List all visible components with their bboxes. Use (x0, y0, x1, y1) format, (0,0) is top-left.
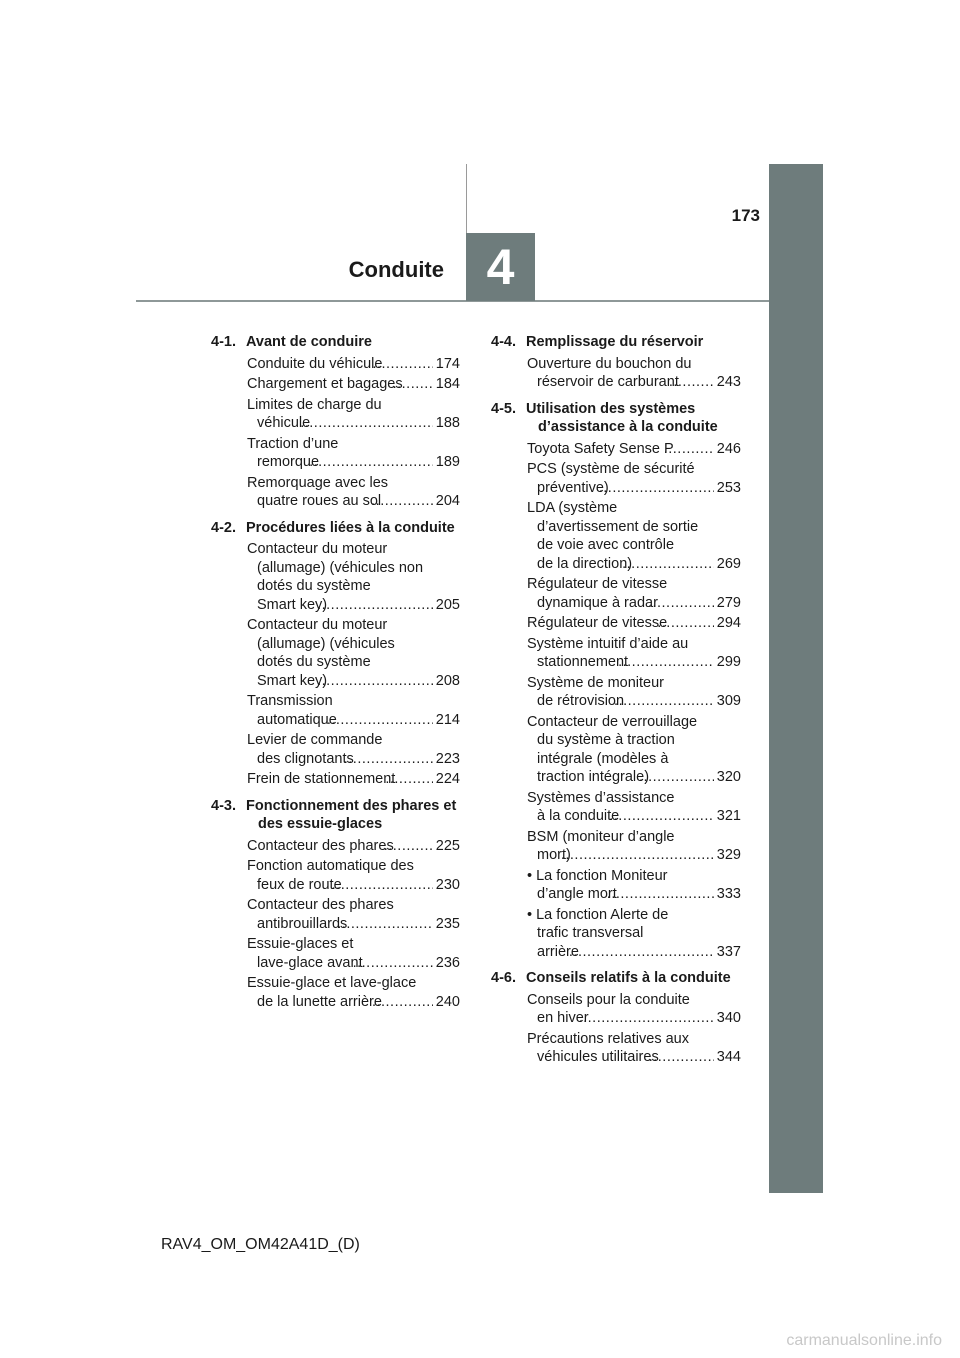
entry-page-number: 344 (714, 1048, 741, 1067)
section-title: Conseils relatifs à la conduite (526, 970, 731, 986)
entry-label: Levier de commande des clignotants ..... (247, 731, 433, 768)
toc-section (491, 333, 741, 392)
entry-label: • La fonction Moniteur d’angle mort ..... (527, 867, 714, 904)
entry-label: Système intuitif d’aide au stationnement ..... (527, 635, 714, 672)
entry-page-number: 329 (714, 846, 741, 865)
toc-entry[interactable] (527, 1030, 741, 1067)
entry-label: Conseils pour la conduite en hiver ..... (527, 991, 714, 1028)
watermark: carmanualsonline.info (786, 1332, 942, 1349)
toc-entry[interactable] (527, 713, 741, 787)
section-heading[interactable] (211, 333, 460, 352)
entry-page-number: 320 (714, 768, 741, 787)
entry-page-number: 235 (433, 915, 460, 934)
page-number: 173 (731, 206, 760, 225)
entry-label: Contacteur du moteur (allumage) (véhicules dotés du système Smart key) ..... (247, 616, 433, 690)
toc-entry[interactable] (527, 499, 741, 573)
toc-entry[interactable] (247, 375, 460, 394)
footer-document-id: RAV4_OM_OM42A41D_(D) (161, 1236, 360, 1253)
entry-label: Ouverture du bouchon du réservoir de carburant ..... (527, 355, 714, 392)
toc-entry[interactable] (247, 616, 460, 690)
toc-entry[interactable] (247, 770, 460, 789)
entry-label: Fonction automatique des feux de route ..... (247, 857, 433, 894)
section-number: 4-6. (491, 970, 516, 986)
toc-section (211, 797, 460, 1012)
toc-entry[interactable] (527, 991, 741, 1028)
toc-entry[interactable] (527, 355, 741, 392)
section-number: 4-1. (211, 334, 236, 350)
entry-page-number: 205 (433, 596, 460, 615)
entry-label: Contacteur de verrouillage du système à traction intégrale (modèles à traction intégrale) ..... (527, 713, 714, 787)
toc-entry[interactable] (527, 614, 741, 633)
chapter-number-box: 4 (466, 233, 535, 301)
entry-label: Traction d’une remorque ..... (247, 435, 433, 472)
section-number: 4-3. (211, 797, 236, 814)
section-number: 4-5. (491, 400, 516, 417)
toc-entry[interactable] (527, 460, 741, 497)
entry-label: Contacteur des phares ..... (247, 837, 433, 856)
entry-page-number: 188 (433, 414, 460, 433)
entry-page-number: 299 (714, 653, 741, 672)
toc-section (491, 969, 741, 1067)
entry-page-number: 204 (433, 492, 460, 511)
section-heading[interactable] (491, 969, 741, 988)
entry-page-number: 340 (714, 1009, 741, 1028)
entry-page-number: 223 (433, 750, 460, 769)
entry-page-number: 230 (433, 876, 460, 895)
toc-entry[interactable] (247, 396, 460, 433)
toc-entry[interactable] (247, 935, 460, 972)
entry-page-number: 214 (433, 711, 460, 730)
entry-label: LDA (système d’avertissement de sortie de voie avec contrôle de la direction) ..... (527, 499, 714, 573)
chapter-title: Conduite (348, 257, 444, 282)
entry-page-number: 253 (714, 479, 741, 498)
toc-entry[interactable] (247, 731, 460, 768)
entry-label: Essuie-glace et lave-glace de la lunette arrière ..... (247, 974, 433, 1011)
toc-entry[interactable] (527, 789, 741, 826)
entry-label: BSM (moniteur d’angle mort) ..... (527, 828, 714, 865)
entry-label: PCS (système de sécurité préventive) ..... (527, 460, 714, 497)
toc-entry[interactable] (527, 575, 741, 612)
entry-page-number: 224 (433, 770, 460, 789)
entry-page-number: 184 (433, 375, 460, 394)
header-divider-vertical (466, 164, 467, 233)
header-divider-horizontal (136, 300, 769, 302)
toc-entry[interactable] (527, 635, 741, 672)
entry-page-number: 240 (433, 993, 460, 1012)
entry-page-number: 243 (714, 373, 741, 392)
section-title: Procédures liées à la conduite (246, 519, 455, 536)
entry-page-number: 236 (433, 954, 460, 973)
toc-entry[interactable] (527, 674, 741, 711)
toc-section (211, 519, 460, 789)
entry-page-number: 333 (714, 885, 741, 904)
entry-page-number: 246 (714, 440, 741, 459)
toc-entry[interactable] (247, 974, 460, 1011)
entry-label: • La fonction Alerte de trafic transversal arrière ..... (527, 906, 714, 962)
entry-label: Précautions relatives aux véhicules utilitaires ..... (527, 1030, 714, 1067)
entry-label: Essuie-glaces et lave-glace avant ..... (247, 935, 433, 972)
toc-entry[interactable] (527, 440, 741, 459)
entry-label: Transmission automatique ..... (247, 692, 433, 729)
entry-label: Limites de charge du véhicule ..... (247, 396, 433, 433)
entry-label: Remorquage avec les quatre roues au sol ..... (247, 474, 433, 511)
toc-left-column (211, 333, 460, 1019)
entry-page-number: 279 (714, 594, 741, 613)
section-title: Avant de conduire (246, 334, 372, 350)
toc-entry[interactable] (247, 355, 460, 374)
entry-page-number: 269 (714, 555, 741, 574)
entry-label: Toyota Safety Sense P ..... (527, 440, 714, 459)
toc-section (491, 400, 741, 962)
toc-right-column (491, 333, 741, 1075)
entry-label: Contacteur des phares antibrouillards ..... (247, 896, 433, 933)
entry-label: Régulateur de vitesse ..... (527, 614, 714, 633)
toc-entry[interactable] (247, 540, 460, 614)
entry-label: Conduite du véhicule ..... (247, 355, 433, 374)
entry-label: Régulateur de vitesse dynamique à radar ..... (527, 575, 714, 612)
entry-label: Chargement et bagages ..... (247, 375, 433, 394)
section-heading[interactable] (491, 400, 741, 437)
section-title: Fonctionnement des phares et des essuie-glaces (246, 797, 457, 832)
section-title: Remplissage du réservoir (526, 334, 704, 350)
toc-entry[interactable] (247, 857, 460, 894)
toc-entry[interactable] (527, 828, 741, 865)
entry-page-number: 174 (433, 355, 460, 374)
section-number: 4-2. (211, 519, 236, 536)
toc-entry[interactable] (247, 896, 460, 933)
entry-page-number: 309 (714, 692, 741, 711)
toc-section (211, 333, 460, 511)
toc-entry[interactable] (527, 906, 741, 962)
entry-page-number: 189 (433, 453, 460, 472)
section-title: Utilisation des systèmes d’assistance à la conduite (526, 400, 718, 435)
entry-page-number: 337 (714, 943, 741, 962)
entry-label: Frein de stationnement ..... (247, 770, 433, 789)
toc-entry[interactable] (247, 435, 460, 472)
entry-page-number: 208 (433, 672, 460, 691)
section-number: 4-4. (491, 334, 516, 350)
section-heading[interactable] (211, 519, 460, 538)
toc-entry[interactable] (247, 474, 460, 511)
entry-label: Systèmes d’assistance à la conduite ..... (527, 789, 714, 826)
entry-label: Contacteur du moteur (allumage) (véhicules non dotés du système Smart key) ..... (247, 540, 433, 614)
entry-label: Système de moniteur de rétrovision ..... (527, 674, 714, 711)
entry-page-number: 294 (714, 614, 741, 633)
entry-page-number: 225 (433, 837, 460, 856)
entry-page-number: 321 (714, 807, 741, 826)
toc-entry[interactable] (247, 837, 460, 856)
toc-entry[interactable] (527, 867, 741, 904)
toc-entry[interactable] (247, 692, 460, 729)
chapter-side-tab (769, 164, 823, 1193)
section-heading[interactable] (491, 333, 741, 352)
section-heading[interactable] (211, 797, 460, 834)
